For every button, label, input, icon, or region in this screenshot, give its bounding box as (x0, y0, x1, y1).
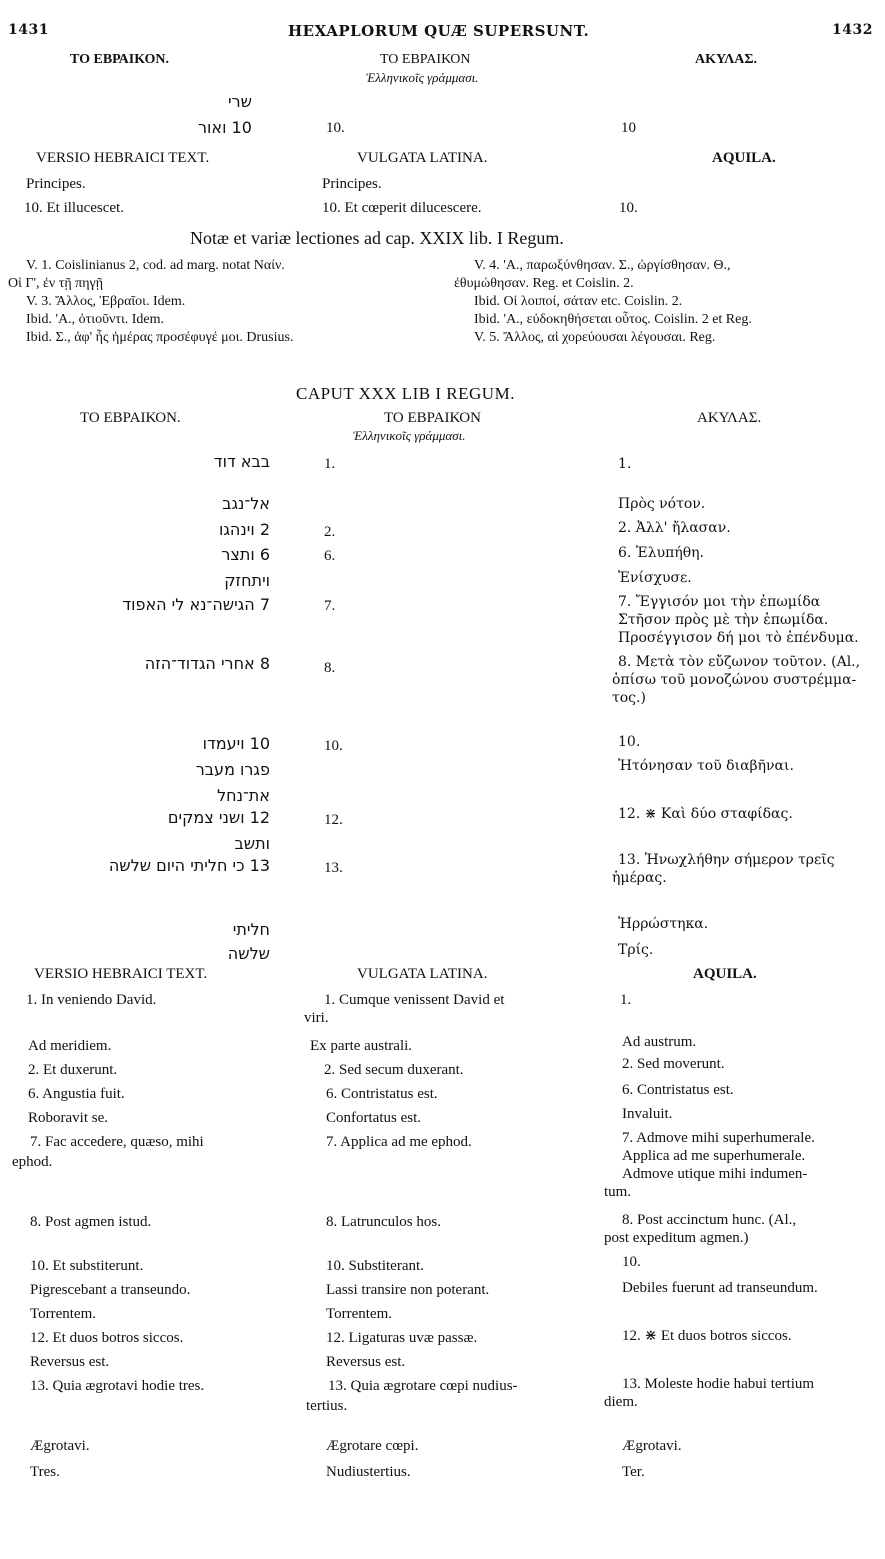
vulgata-line: 13. Quia ægrotare cœpi nudius- (328, 1378, 518, 1394)
latin-head-aquila: AQUILA. (693, 966, 757, 982)
vulgata-line: viri. (304, 1010, 329, 1026)
latin-head-versio: VERSIO HEBRAICI TEXT. (34, 966, 208, 982)
versio-line: 10. Et illucescet. (24, 200, 124, 216)
col-head-hebraicon: ΤΟ ΕΒΡΑΙΚΟΝ. (80, 410, 181, 426)
verse-number: 10 (621, 120, 636, 136)
aquila-greek-line: Ἐνίσχυσε. (618, 570, 692, 586)
hebrew-line: ויתחזק (224, 571, 270, 590)
hebrew-line: את־נחל (217, 786, 270, 805)
aquila-greek-line: τος.) (612, 690, 646, 706)
note-left-line: Ibid. Σ., ἀφ' ἧς ἡμέρας προσέφυγέ μοι. Drusius. (26, 330, 294, 345)
vulgata-line: Torrentem. (326, 1306, 393, 1322)
versio-line: 6. Angustia fuit. (28, 1086, 125, 1102)
vulgata-line: Confortatus est. (326, 1110, 421, 1126)
aquila-greek-line: 10. (618, 734, 641, 750)
vulgata-line: 12. Ligaturas uvæ passæ. (326, 1330, 478, 1346)
verse-number: 12. (324, 812, 343, 828)
aquila-greek-line: Προσέγγισον δή μοι τὸ ἐπένδυμα. (618, 630, 859, 646)
versio-line: Torrentem. (30, 1306, 97, 1322)
hebrew-line: 13 כי חליתי היום שלשה (108, 856, 270, 875)
versio-line: Pigrescebant a transeundo. (30, 1282, 191, 1298)
aquila-greek-line: ἡμέρας. (612, 870, 667, 886)
note-right-line: ἐθυμώθησαν. Reg. et Coislin. 2. (454, 276, 634, 291)
aquila-greek-line: 8. Μετὰ τὸν εὔζωνον τοῦτον. (Al., (618, 654, 861, 670)
aquila-latin-line: Ter. (622, 1464, 645, 1480)
versio-line: Tres. (30, 1464, 60, 1480)
vulgata-line: Principes. (322, 176, 382, 192)
aquila-latin-line: 6. Contristatus est. (622, 1082, 734, 1098)
vulgata-line: Lassi transire non poterant. (326, 1282, 490, 1298)
hebrew-line: 6 ותצר (221, 545, 270, 564)
versio-line: 12. Et duos botros siccos. (30, 1330, 184, 1346)
vulgata-line: Nudiustertius. (326, 1464, 411, 1480)
versio-line: 13. Quia ægrotavi hodie tres. (30, 1378, 205, 1394)
vulgata-line: 8. Latrunculos hos. (326, 1214, 441, 1230)
col-head-aquila: ΑΚΥΛΑΣ. (697, 410, 762, 426)
hebrew-line: 8 אחרי הגדוד־הזה (144, 654, 270, 673)
note-left-line: V. 3. Ἄλλος, Ἑβραῖοι. Idem. (26, 294, 186, 309)
aquila-latin-line: 13. Moleste hodie habui tertium (622, 1376, 815, 1392)
verse-number: 7. (324, 598, 336, 614)
aquila-greek-line: 13. Ἠνωχλήθην σήμερον τρεῖς (618, 852, 835, 868)
note-right-line: Ibid. 'Α., εὐδοκηθήσεται οὗτος. Coislin. 2 et Reg. (474, 312, 752, 327)
notes-heading: Notæ et variæ lectiones ad cap. XXIX lib. I Regum. (190, 228, 564, 248)
verse-number: 6. (324, 548, 336, 564)
hebrew-line: 12 ושני צמקים (167, 808, 270, 827)
versio-line: 8. Post agmen istud. (30, 1214, 152, 1230)
versio-line: Ad meridiem. (28, 1038, 112, 1054)
col-head-subtitle: Ἑλληνικοῖς γράμμασι. (366, 70, 479, 85)
aquila-greek-line: 2. Ἀλλ' ἤλασαν. (618, 520, 731, 536)
caput-title: CAPUT XXX LIB I REGUM. (296, 384, 515, 403)
col-head-hebraicon: ΤΟ ΕΒΡΑΙΚΟΝ. (70, 52, 169, 67)
aquila-latin-line: Admove utique mihi indumen- (622, 1166, 808, 1182)
verse-number: 1. (324, 456, 336, 472)
versio-line: Reversus est. (30, 1354, 110, 1370)
vulgata-line: 2. Sed secum duxerant. (324, 1062, 464, 1078)
aquila-latin-line: 2. Sed moverunt. (622, 1056, 725, 1072)
versio-line: Roboravit se. (28, 1110, 108, 1126)
hebrew-line: ותשב (234, 834, 270, 853)
vulgata-line: 7. Applica ad me ephod. (326, 1134, 472, 1150)
note-right-line: V. 5. Ἄλλος, αἱ χορεύουσαι λέγουσαι. Reg. (474, 330, 716, 345)
aquila-greek-line: ὀπίσω τοῦ μονοζώνου συστρέμμα- (612, 672, 857, 688)
note-right-line: Ibid. Οἱ λοιποί, σάταν etc. Coislin. 2. (474, 294, 683, 309)
latin-head-aquila: AQUILA. (712, 150, 776, 166)
latin-head-versio: VERSIO HEBRAICI TEXT. (36, 150, 210, 166)
page-number-left: 1431 (8, 22, 49, 38)
note-left-line: Οἱ Γ', ἐν τῇ πηγῇ (8, 276, 104, 291)
vulgata-line: Ægrotare cœpi. (326, 1438, 419, 1454)
col-head-aquila: ΑΚΥΛΑΣ. (695, 52, 758, 67)
page-number-right: 1432 (832, 22, 873, 38)
hebrew-line: שלשה (227, 944, 270, 963)
versio-line: Principes. (26, 176, 86, 192)
aquila-latin-line: Ægrotavi. (622, 1438, 682, 1454)
aquila-latin-line: Invaluit. (622, 1106, 673, 1122)
aquila-greek-line: 12. ⋇ Καὶ δύο σταφίδας. (618, 806, 793, 822)
hebrew-line: אל־נגב (222, 494, 270, 513)
hebrew-line: 10 ויעמדו (202, 734, 270, 753)
aquila-greek-line: Ἠρρώστηκα. (618, 916, 709, 932)
hebrew-line: פגרו מעבר (195, 760, 270, 779)
verse-number: 13. (324, 860, 343, 876)
hebrew-line: בבא דוד (213, 452, 270, 471)
aquila-latin-line: 8. Post accinctum hunc. (Al., (622, 1212, 797, 1228)
versio-line: Ægrotavi. (30, 1438, 90, 1454)
aquila-latin-line: post expeditum agmen.) (604, 1230, 749, 1246)
versio-line: 10. Et substiterunt. (30, 1258, 144, 1274)
aquila-greek-line: 7. Ἔγγισόν μοι τὴν ἐπωμίδα (618, 594, 821, 610)
verse-number: 8. (324, 660, 336, 676)
vulgata-line: 10. Et cœperit dilucescere. (322, 200, 482, 216)
aquila-latin-line: Debiles fuerunt ad transeundum. (622, 1280, 818, 1296)
col-head-hebraicon-greek: ΤΟ ΕΒΡΑΙΚΟΝ (384, 410, 481, 426)
aquila-greek-line: 1. (618, 456, 632, 472)
aquila-line: 10. (619, 200, 638, 216)
hebrew-line: 10 ואור (198, 118, 252, 137)
verse-number: 2. (324, 524, 336, 540)
vulgata-line: tertius. (306, 1398, 348, 1414)
versio-line: ephod. (12, 1154, 53, 1170)
aquila-latin-line: 7. Admove mihi superhumerale. (622, 1130, 815, 1146)
col-head-subtitle: Ἑλληνικοῖς γράμμασι. (353, 428, 466, 443)
note-right-line: V. 4. 'Α., παρωξύνθησαν. Σ., ὠργίσθησαν. Θ., (474, 258, 731, 273)
hebrew-line: 7 הגישה־נא לי האפוד (122, 595, 270, 614)
versio-line: 2. Et duxerunt. (28, 1062, 118, 1078)
versio-line: 7. Fac accedere, quæso, mihi (30, 1134, 204, 1150)
aquila-greek-line: 6. Ἐλυπήθη. (618, 545, 704, 561)
versio-line: 1. In veniendo David. (26, 992, 157, 1008)
aquila-greek-line: Στῆσον πρὸς μὲ τὴν ἐπωμίδα. (618, 612, 829, 628)
vulgata-line: Reversus est. (326, 1354, 406, 1370)
latin-head-vulgata: VULGATA LATINA. (357, 966, 488, 982)
aquila-latin-line: 12. ⋇ Et duos botros siccos. (622, 1328, 792, 1344)
verse-number: 10. (324, 738, 343, 754)
latin-head-vulgata: VULGATA LATINA. (357, 150, 488, 166)
aquila-latin-line: 10. (622, 1254, 641, 1270)
hebrew-line: חליתי (232, 920, 270, 939)
vulgata-line: 1. Cumque venissent David et (324, 992, 505, 1008)
vulgata-line: Ex parte australi. (310, 1038, 413, 1054)
vulgata-line: 10. Substiterant. (326, 1258, 424, 1274)
aquila-latin-line: 1. (620, 992, 632, 1008)
vulgata-line: 6. Contristatus est. (326, 1086, 438, 1102)
aquila-greek-line: Ἠτόνησαν τοῦ διαβῆναι. (618, 758, 794, 774)
col-head-hebraicon-greek: ΤΟ ΕΒΡΑΙΚΟΝ (380, 52, 471, 67)
running-title: HEXAPLORUM QUÆ SUPERSUNT. (288, 22, 590, 40)
aquila-greek-line: Τρίς. (618, 942, 654, 958)
aquila-latin-line: Applica ad me superhumerale. (622, 1148, 806, 1164)
aquila-latin-line: Ad austrum. (622, 1034, 697, 1050)
aquila-latin-line: tum. (604, 1184, 632, 1200)
aquila-greek-line: Πρὸς νότον. (618, 496, 706, 512)
verse-number: 10. (326, 120, 345, 136)
hebrew-line: שרי (228, 92, 252, 111)
hebrew-line: 2 וינהגו (218, 520, 270, 539)
note-left-line: Ibid. 'Α., ὀτιοῦντι. Idem. (26, 312, 164, 327)
aquila-latin-line: diem. (604, 1394, 638, 1410)
note-left-line: V. 1. Coislinianus 2, cod. ad marg. notat Ναίν. (26, 258, 285, 273)
